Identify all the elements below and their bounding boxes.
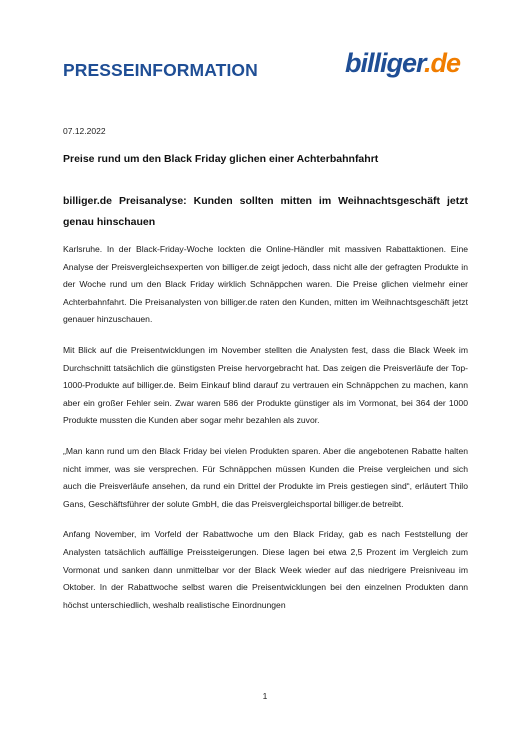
- paragraph: Mit Blick auf die Preisentwicklungen im November stellten die Analysten fest, dass die Black Week im Durchschnitt tatsächlich die günstigsten Preise hervorgebracht hat. Das zeigen die Preisverläufe der Top-1000-Produkte auf billiger.de. Beim Einkauf blind darauf zu vertrauen ein Schnäppchen zu machen, kann aber ein großer Fehler sein. Zwar waren 586 der Produkte günstiger als im Vormonat, bei 364 der 1000 Produkte mussten die Kunden aber sogar mehr bezahlen als zuvor.: [63, 344, 468, 426]
- headline: Preise rund um den Black Friday glichen einer Achterbahnfahrt: [63, 153, 379, 165]
- logo-wordmark: billiger: [345, 48, 425, 78]
- body-text: [63, 241, 468, 627]
- paragraph: „Man kann rund um den Black Friday bei vielen Produkten sparen. Aber die angebotenen Rabatte halten nicht immer, was sie versprechen. Für Schnäppchen müssen Kunden die Preise vergleichen und sich auch die Preisverläufe ansehen, da rund ein Drittel der Produkte im Preis gestiegen sind“, erläutert Thilo Gans, Geschäftsführer der solute GmbH, die das Preisvergleichsportal billiger.de betreibt.: [63, 445, 468, 509]
- paragraph: Anfang November, im Vorfeld der Rabattwoche um den Black Friday, gab es nach Feststellung der Analysten tatsächlich auffällige Preissteigerungen. Diese lagen bei etwa 2,5 Prozent im Vergleich zum Vormonat und sanken dann unmittelbar vor der Black Week wieder auf das niedrigere Preisniveau im Oktober. In der Rabattwoche selbst waren die Preisentwicklungen bei den einzelnen Produkten dann höchst unterschiedlich, weshalb realistische Einordnungen: [63, 529, 468, 610]
- page-number: 1: [262, 691, 268, 701]
- billiger-de-logo: [345, 50, 460, 77]
- subheadline: billiger.de Preisanalyse: Kunden sollten mitten im Weihnachtsgeschäft jetzt genau hinschauen: [63, 195, 468, 228]
- page-title: PRESSEINFORMATION: [63, 60, 258, 80]
- paragraph: Karlsruhe. In der Black-Friday-Woche lockten die Online-Händler mit massiven Rabattaktionen. Eine Analyse der Preisvergleichsexperten von billiger.de zeigt jedoch, dass nicht alle der gefragten Produkte in der Woche rund um den Black Friday wirklich Schnäppchen waren. Die Preise glichen vielmehr einer Achterbahnfahrt. Die Preisanalysten von billiger.de raten den Kunden, mitten im Weihnachtsgeschäft jetzt genauer hinzuschauen.: [63, 244, 468, 325]
- logo-tld: .de: [424, 48, 461, 78]
- release-date: 07.12.2022: [63, 126, 106, 136]
